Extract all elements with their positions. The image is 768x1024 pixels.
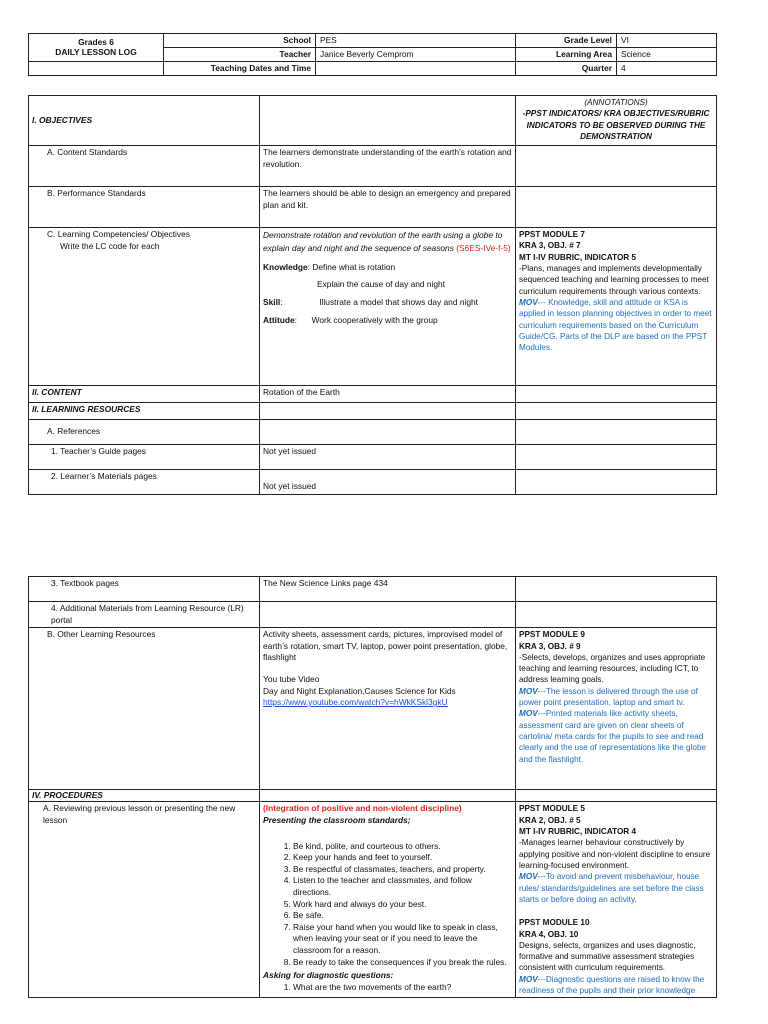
attitude-text: Work cooperatively with the group [311,314,438,325]
objectives-blank [260,96,516,146]
teacher-label: Teacher [164,47,316,61]
dll-title: DAILY LESSON LOG [55,47,137,58]
tg-label: 1. Teacher’s Guide pages [29,445,260,470]
references-blank [260,420,516,445]
knowledge-label: Knowledge [263,261,308,272]
performance-standards-annotation [516,187,717,228]
references-annotation [516,420,717,445]
list-item: 1. What are the two movements of the earth? [293,982,512,994]
ppst10-title: PPST MODULE 10 [519,918,590,928]
list-item: 7. Raise your hand when you would like to speak in class, when leaving your seat or if you need to leave the classroom for a reason. [293,922,512,957]
ppst10-kra: KRA 4, OBJ. 10 [519,929,579,939]
ppst7-rubric: MT I-IV RUBRIC, INDICATOR 5 [519,252,637,262]
competency-code: (S6ES-IVe-f-5) [456,243,511,254]
list-item: 1. Be kind, polite, and courteous to others. [293,841,512,853]
annotations-sub: -PPST INDICATORS/ KRA OBJECTIVES/RUBRIC INDICATORS TO BE OBSERVED DURING THE DEMONSTRATION [522,109,710,141]
list-item: 3. Be respectful of classmates, teachers, and property. [293,864,512,876]
ppst5-annotation [516,802,717,998]
ppst9-annotation [516,628,717,790]
list-item: 2. Keep your hands and feet to yourself. [293,852,512,864]
integration-text: (Integration of positive and non-violent discipline) [263,803,462,814]
resources-heading: II. LEARNING RESOURCES [29,403,260,420]
competency-text-cell: Demonstrate rotation and revolution of the earth using a globe to explain day and night and the sequence of seasons (S6ES-IVe-f-5) Knowledge: Define what is rotation Explain the cause of day and night Skill: Illustrate a model that shows day and night Attitude: Work cooperatively with the group [260,228,516,386]
ppst10-mov-text: ---Diagnostic questions are raised to know the readiness of the pupils and their prior knowledge [519,974,705,996]
rules-list [263,841,512,969]
lm-label: 2. Learner’s Materials pages [29,470,260,495]
school-value: PES [316,34,516,48]
textbook-value: The New Science Links page 434 [260,577,516,602]
resources-blank [260,403,516,420]
ppst5-desc: -Manages learner behaviour constructively by applying positive and non-violent discipline to ensure learning-focused environment. [519,838,711,870]
video-line-2: Day and Night Explanation,Causes Science for Kids [263,685,456,696]
learning-area-label: Learning Area [516,47,617,61]
annotations-heading-cell [516,96,717,146]
list-item: 6. Be safe. [293,910,512,922]
asking-text: Asking for diagnostic questions: [263,970,394,981]
additional-annotation [516,602,717,628]
review-label: A. Reviewing previous lesson or presenting the new lesson [29,802,260,998]
content-standards-annotation [516,146,717,187]
other-text: Activity sheets, assessment cards, pictures, improvised model of earth’s rotation, smart TV, laptop, power point presentation, globe, flashlight [263,629,508,663]
ppst9-mov1-text: ---The lesson is delivered through the use of power point presentation, laptop and smart tv. [519,686,698,708]
knowledge-text: : Define what is rotation [307,261,396,272]
competency-text: Demonstrate rotation and revolution of the earth using a globe to explain day and night and the sequence of seasons [263,230,503,254]
grade-title: Grades 6 [78,36,114,47]
competencies-label: C. Learning Competencies/ Objectives [47,229,190,239]
ppst5-kra: KRA 2, OBJ. # 5 [519,815,581,825]
performance-standards-text: The learners should be able to design an emergency and prepared plan and kit. [260,187,516,228]
procedures-annotation [516,790,717,802]
header-table [28,33,717,76]
teacher-value: Janice Beverly Cemprom [316,47,516,61]
knowledge-text-2: Explain the cause of day and night [317,279,446,290]
resources-annotation [516,403,717,420]
grade-level-value: VI [617,34,717,48]
tg-annotation [516,445,717,470]
ppst7-annotation [516,228,717,386]
quarter-label: Quarter [516,61,617,75]
lm-value: Not yet issued [260,470,516,495]
objectives-heading: I. OBJECTIVES [29,96,260,146]
textbook-annotation [516,577,717,602]
dates-blank [29,61,164,75]
skill-text: Illustrate a model that shows day and night [319,297,478,308]
ppst9-kra: KRA 3, OBJ. # 9 [519,641,581,651]
video-line-1: You tube Video [263,673,320,684]
skill-label: Skill [263,297,281,308]
competencies-cell [29,228,260,386]
ppst7-mov-text: --- Knowledge, skill and attitude or KSA is applied in lesson planning objectives in order to meet curriculum requirements based on the Curriculum Guide/CG. Parts of the DLP are based on the PPST Modules. [519,297,712,353]
additional-label: 4. Additional Materials from Learning Resource (LR) portal [29,602,260,628]
competencies-sub: Write the LC code for each [60,240,160,251]
learning-area-value: Science [617,47,717,61]
ppst9-mov1-label: MOV [519,686,538,696]
attitude-label: Attitude [263,314,295,325]
ppst7-kra: KRA 3, OBJ. # 7 [519,241,581,251]
annotations-heading: (ANNOTATIONS) [584,98,648,107]
grade-level-label: Grade Level [516,34,617,48]
school-label: School [164,34,316,48]
ppst9-desc: -Selects, develops, organizes and uses appropriate teaching and learning resources, including ICT, to address learning goals. [519,652,706,685]
dates-value [316,61,516,75]
grade-title-cell [29,34,164,62]
tg-value: Not yet issued [260,445,516,470]
procedures-blank [260,790,516,802]
ppst10-mov-label: MOV [519,974,538,984]
dates-label: Teaching Dates and Time [164,61,316,75]
ppst9-mov2-text: ---Printed materials like activity sheets, assessment card are given on clear sheets of cartolina/ meta cards for the pupils to see and read clearly and the use of representations like the globe and the flashlight. [519,709,707,764]
ppst10-desc: Designs, selects, organizes and uses diagnostic, formative and summative assessment strategies consistent with curriculum requirements. [519,940,696,973]
video-link[interactable]: https://www.youtube.com/watch?v=hWkKSkl3gkU [263,697,448,708]
content-annotation [516,386,717,403]
ppst9-title: PPST MODULE 9 [519,630,585,640]
objectives-table [28,95,717,495]
list-item: 4. Listen to the teacher and classmates, and follow directions. [293,875,512,898]
references-label: A. References [29,420,260,445]
content-text: Rotation of the Earth [260,386,516,403]
textbook-label: 3. Textbook pages [29,577,260,602]
review-content-cell [260,802,516,998]
other-label: B. Other Learning Resources [29,628,260,790]
performance-standards-label: B. Performance Standards [29,187,260,228]
ppst5-mov-label: MOV [519,872,538,882]
lm-annotation [516,470,717,495]
procedures-heading: IV. PROCEDURES [29,790,260,802]
ppst5-rubric: MT I-IV RUBRIC, INDICATOR 4 [519,827,637,837]
additional-value [260,602,516,628]
ppst5-title: PPST MODULE 5 [519,804,585,814]
ppst5-mov-text: ---To avoid and prevent misbehaviour, house rules/ standards/guidelines are set before the class starts or before doing an activity. [519,872,704,904]
ppst7-mov-label: MOV [519,297,538,307]
resources-procedures-table [28,576,717,998]
questions-list [263,982,512,994]
ppst9-mov2-label: MOV [519,709,538,719]
presenting-text: Presenting the classroom standards; [263,815,411,826]
quarter-value: 4 [617,61,717,75]
list-item: 8. Be ready to take the consequences if you break the rules. [293,957,512,969]
ppst7-title: PPST MODULE 7 [519,230,585,239]
ppst7-desc: -Plans, manages and implements developmentally sequenced teaching and learning processes to meet curriculum requirements through various contexts. [519,263,709,296]
other-resources-cell [260,628,516,790]
content-standards-label: A. Content Standards [29,146,260,187]
content-standards-text: The learners demonstrate understanding of the earth’s rotation and revolution. [260,146,516,187]
list-item: 5. Work hard and always do your best. [293,899,512,911]
content-heading: II. CONTENT [29,386,260,403]
